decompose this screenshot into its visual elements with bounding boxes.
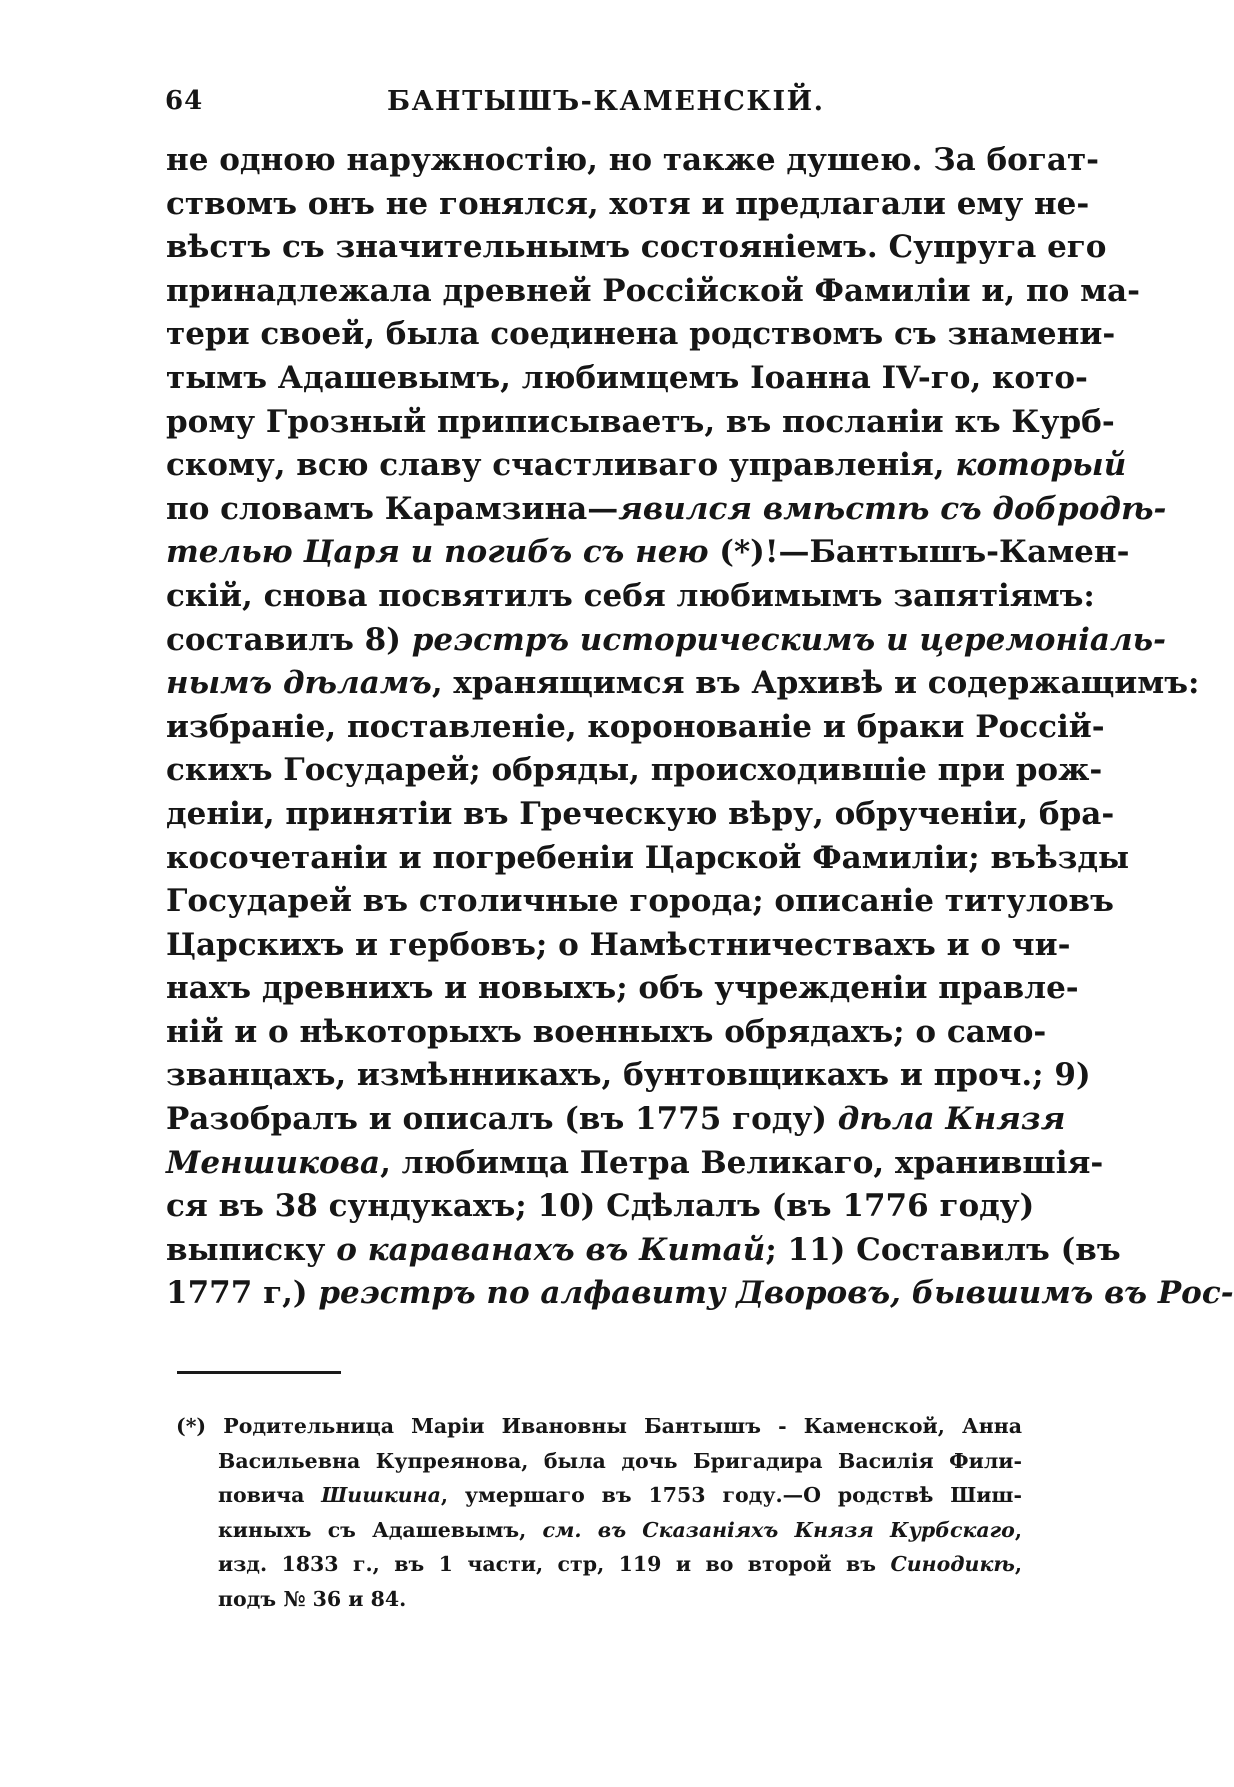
body-italic: Меншикова xyxy=(166,1144,381,1181)
body-line xyxy=(166,619,1166,663)
footnote-italic: Шишкина xyxy=(321,1483,441,1507)
body-line xyxy=(166,531,1130,575)
body-line xyxy=(166,662,1200,706)
body-text: ; 11) Составилъ (въ xyxy=(765,1231,1121,1268)
body-text: составилъ 8) xyxy=(166,621,412,658)
body-line xyxy=(166,313,1116,357)
body-line xyxy=(166,183,1090,227)
body-line xyxy=(166,444,1127,488)
body-line xyxy=(166,967,1079,1011)
body-text: деніи, принятіи въ Греческую вѣру, обрученіи, бра- xyxy=(166,795,1115,832)
body-text: тери своей, была соединена родствомъ съ знамени- xyxy=(166,316,1116,353)
body-text: вѣстъ съ значительнымъ состояніемъ. Супруга его xyxy=(166,229,1107,266)
body-line xyxy=(166,1098,1066,1142)
body-line xyxy=(166,1185,1035,1229)
body-line xyxy=(166,1011,1047,1055)
footnote-text: киныхъ съ Адашевымъ, xyxy=(218,1517,543,1542)
page-number: 64 xyxy=(165,86,204,116)
footnote-line xyxy=(176,1582,1022,1617)
page-header xyxy=(165,86,1015,126)
footnote-line xyxy=(176,1513,1022,1548)
body-text: рому Грозный приписываетъ, въ посланіи къ Курб- xyxy=(166,403,1115,440)
body-text: Государей въ столичные города; описаніе титуловъ xyxy=(166,883,1114,920)
footnote xyxy=(176,1409,1022,1616)
body-text: не одною наружностію, но также душею. За богат- xyxy=(166,142,1100,178)
body-text: ствомъ онъ не гонялся, хотя и предлагали ему не- xyxy=(166,185,1090,222)
footnote-line xyxy=(176,1444,1022,1479)
footnote-text: , xyxy=(1014,1517,1022,1542)
body-line xyxy=(166,488,1167,532)
body-line xyxy=(166,575,1095,619)
footnote-line xyxy=(176,1478,1022,1513)
footnote-line xyxy=(176,1547,1022,1582)
body-line xyxy=(166,270,1140,314)
body-line xyxy=(166,401,1115,445)
body-line xyxy=(166,1229,1121,1273)
body-text: принадлежала древней Россійской Фамиліи и, по ма- xyxy=(166,272,1140,309)
footnote-text: , xyxy=(1014,1552,1022,1576)
body-text: тымъ Адашевымъ, любимцемъ Іоанна IV-го, кото- xyxy=(166,359,1088,396)
body-italic: дѣла Князя xyxy=(837,1101,1066,1138)
body-line xyxy=(166,749,1103,793)
body-text: косочетаніи и погребеніи Царской Фамиліи; въѣзды xyxy=(166,839,1130,876)
body-italic: нымъ дѣламъ xyxy=(166,665,432,702)
footnote-text: , умершаго въ 1753 году.—О родствѣ Шиш- xyxy=(440,1483,1022,1507)
body-line xyxy=(166,357,1088,401)
body-italic: о караванахъ въ Китай xyxy=(336,1231,766,1268)
body-text: скій, снова посвятилъ себя любимымъ запятіямъ: xyxy=(166,577,1095,614)
body-italic: реэстръ по алфавиту Дворовъ, бывшимъ въ Рос- xyxy=(318,1275,1234,1312)
body-text: скихъ Государей; обряды, происходившіе при рож- xyxy=(166,752,1103,789)
body-italic: телью Царя и погибъ съ нею xyxy=(166,534,709,571)
body-line xyxy=(166,226,1107,270)
body-line xyxy=(166,793,1115,837)
body-text: Разобралъ и описалъ (въ 1775 году) xyxy=(166,1101,838,1138)
footnote-italic: Синодикѣ xyxy=(890,1552,1015,1576)
body-line xyxy=(166,1272,1234,1316)
body-text: нахъ древнихъ и новыхъ; объ учрежденіи правле- xyxy=(166,970,1079,1007)
body-text: , хранящимся въ Архивѣ и содержащимъ: xyxy=(431,665,1200,702)
body-text: (*)!—Бантышъ-Камен- xyxy=(708,534,1130,571)
body-text: , любимца Петра Великаго, хранившія- xyxy=(380,1144,1104,1181)
body-line xyxy=(166,139,1100,183)
body-italic: явился вмѣстѣ съ добродѣ- xyxy=(618,490,1167,527)
running-title: БАНТЫШЪ-КАМЕНСКIЙ. xyxy=(387,86,825,117)
body-text: Царскихъ и гербовъ; о Намѣстничествахъ и о чи- xyxy=(166,926,1071,963)
body-text: избраніе, поставленіе, коронованіе и браки Россій- xyxy=(166,708,1105,745)
footnote-text: (*) Родительница Маріи Ивановны Бантышъ - Каменской, Анна xyxy=(176,1414,1022,1438)
body-text: выписку xyxy=(166,1231,337,1268)
footnote-text: повича xyxy=(218,1483,322,1507)
body-line xyxy=(166,924,1071,968)
body-text: званцахъ, измѣнникахъ, бунтовщикахъ и проч.; 9) xyxy=(166,1057,1091,1094)
main-text xyxy=(166,139,1234,1316)
body-line xyxy=(166,706,1105,750)
body-text: ся въ 38 сундукахъ; 10) Сдѣлалъ (въ 1776 году) xyxy=(166,1188,1035,1225)
body-italic: реэстръ историческимъ и церемоніаль- xyxy=(411,621,1166,658)
footnote-text: подъ № 36 и 84. xyxy=(218,1586,407,1611)
body-text: 1777 г,) xyxy=(166,1275,319,1312)
footnote-italic: см. въ Сказаніяхъ Князя Курбскаго xyxy=(542,1517,1015,1542)
body-line xyxy=(166,880,1114,924)
body-text: скому, всю славу счастливаго управленія, xyxy=(166,447,956,484)
body-text: по словамъ Карамзина— xyxy=(166,490,619,527)
body-line xyxy=(166,837,1130,881)
body-text: ній и о нѣкоторыхъ военныхъ обрядахъ; о само- xyxy=(166,1013,1047,1050)
footnote-separator xyxy=(177,1371,341,1374)
body-line xyxy=(166,1142,1104,1186)
footnote-text: Васильевна Купреянова, была дочь Бригадира Василія Фили- xyxy=(218,1448,1022,1473)
footnote-text: изд. 1833 г., въ 1 части, стр, 119 и во второй въ xyxy=(218,1552,891,1576)
body-line xyxy=(166,1054,1091,1098)
body-italic: который xyxy=(955,447,1127,484)
footnote-line xyxy=(176,1409,1022,1444)
